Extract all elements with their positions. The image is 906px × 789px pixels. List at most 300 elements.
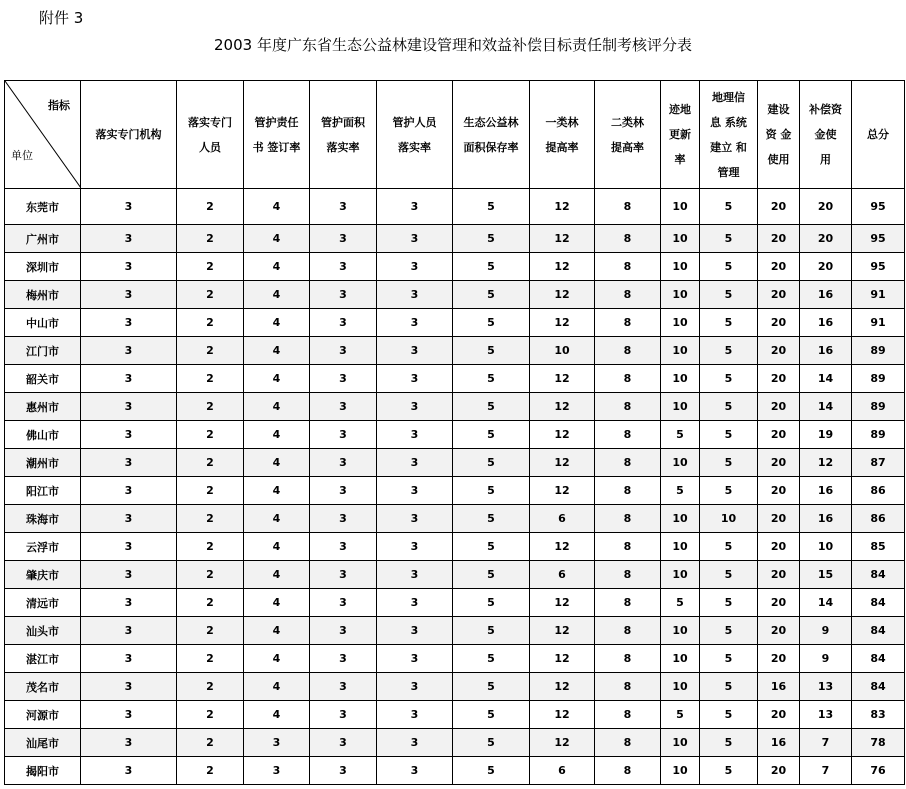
score-cell: 8: [595, 449, 661, 477]
score-cell: 5: [453, 673, 530, 701]
score-cell: 20: [758, 533, 800, 561]
score-cell: 3: [377, 189, 453, 225]
table-row: [5, 253, 905, 281]
score-cell: 3: [310, 365, 377, 393]
score-cell: 5: [700, 701, 758, 729]
score-cell: 5: [700, 253, 758, 281]
score-cell: 3: [81, 337, 177, 365]
score-table: [4, 80, 905, 785]
table-row: [5, 365, 905, 393]
score-cell: 3: [310, 561, 377, 589]
corner-header: [5, 81, 81, 189]
score-cell: 6: [530, 561, 595, 589]
unit-name-cell: 清远市: [5, 589, 81, 617]
score-cell: 20: [758, 505, 800, 533]
score-cell: 5: [700, 561, 758, 589]
score-cell: 4: [244, 281, 310, 309]
score-cell: 20: [758, 189, 800, 225]
column-header-line: 管护人员: [392, 115, 437, 129]
score-cell: 3: [81, 393, 177, 421]
score-cell: 20: [758, 701, 800, 729]
score-cell: 14: [800, 365, 852, 393]
score-cell: 3: [81, 589, 177, 617]
score-cell: 5: [661, 421, 700, 449]
score-cell: 12: [530, 309, 595, 337]
column-header: [310, 81, 377, 189]
score-cell: 12: [530, 189, 595, 225]
column-header-line: 管护面积: [321, 115, 365, 129]
score-cell: 20: [758, 617, 800, 645]
score-cell: 12: [530, 673, 595, 701]
score-cell: 10: [661, 393, 700, 421]
score-cell: 4: [244, 533, 310, 561]
score-cell: 8: [595, 393, 661, 421]
score-cell: 7: [800, 729, 852, 757]
score-cell: 12: [530, 393, 595, 421]
score-cell: 3: [310, 589, 377, 617]
score-cell: 2: [177, 421, 244, 449]
column-header-line: 管理: [717, 165, 740, 179]
score-cell: 12: [530, 533, 595, 561]
column-header-line: 迹地: [669, 103, 691, 116]
score-cell: 3: [310, 393, 377, 421]
score-cell: 5: [453, 393, 530, 421]
score-cell: 3: [81, 533, 177, 561]
score-cell: 20: [758, 393, 800, 421]
column-header-line: 建设: [767, 103, 790, 116]
table-row: [5, 337, 905, 365]
table-row: [5, 645, 905, 673]
score-cell: 5: [453, 533, 530, 561]
score-cell: 12: [530, 281, 595, 309]
total-score-cell: 89: [852, 337, 905, 365]
column-header: [377, 81, 453, 189]
unit-name-cell: 珠海市: [5, 505, 81, 533]
unit-name-cell: 湛江市: [5, 645, 81, 673]
score-cell: 3: [244, 729, 310, 757]
unit-name-cell: 佛山市: [5, 421, 81, 449]
total-score-cell: 95: [852, 253, 905, 281]
score-cell: 5: [453, 477, 530, 505]
score-cell: 3: [377, 757, 453, 785]
column-header-line: 书 签订率: [252, 140, 301, 154]
score-cell: 3: [310, 421, 377, 449]
score-cell: 3: [377, 449, 453, 477]
score-cell: 12: [530, 225, 595, 253]
score-cell: 14: [800, 393, 852, 421]
score-cell: 8: [595, 561, 661, 589]
score-cell: 3: [81, 189, 177, 225]
score-cell: 12: [530, 701, 595, 729]
score-cell: 5: [453, 701, 530, 729]
score-cell: 20: [758, 421, 800, 449]
unit-name-cell: 深圳市: [5, 253, 81, 281]
score-cell: 2: [177, 365, 244, 393]
unit-name-cell: 河源市: [5, 701, 81, 729]
score-cell: 5: [700, 189, 758, 225]
score-cell: 5: [700, 673, 758, 701]
score-cell: 6: [530, 505, 595, 533]
column-header: [758, 81, 800, 189]
score-cell: 5: [453, 729, 530, 757]
score-cell: 10: [661, 309, 700, 337]
table-row: [5, 505, 905, 533]
unit-name-cell: 梅州市: [5, 281, 81, 309]
score-cell: 16: [758, 673, 800, 701]
score-cell: 20: [758, 449, 800, 477]
score-cell: 2: [177, 505, 244, 533]
score-cell: 3: [81, 253, 177, 281]
score-cell: 4: [244, 393, 310, 421]
score-cell: 19: [800, 421, 852, 449]
score-cell: 5: [453, 225, 530, 253]
score-cell: 8: [595, 365, 661, 393]
score-cell: 20: [758, 757, 800, 785]
table-row: [5, 589, 905, 617]
score-cell: 13: [800, 701, 852, 729]
total-score-cell: 86: [852, 505, 905, 533]
score-cell: 2: [177, 225, 244, 253]
column-header-line: 落实率: [398, 140, 431, 154]
score-cell: 12: [530, 645, 595, 673]
unit-name-cell: 肇庆市: [5, 561, 81, 589]
score-cell: 10: [661, 449, 700, 477]
page-title: 2003 年度广东省生态公益林建设管理和效益补偿目标责任制考核评分表: [214, 36, 692, 54]
unit-name-cell: 东莞市: [5, 189, 81, 225]
column-header-line: 落实率: [326, 140, 360, 154]
score-cell: 8: [595, 337, 661, 365]
column-header: [800, 81, 852, 189]
score-cell: 3: [81, 505, 177, 533]
score-cell: 5: [700, 337, 758, 365]
corner-label-indicator: 指标: [48, 99, 70, 112]
table-row: [5, 309, 905, 337]
score-cell: 4: [244, 225, 310, 253]
score-cell: 2: [177, 757, 244, 785]
score-cell: 8: [595, 645, 661, 673]
total-score-cell: 84: [852, 589, 905, 617]
score-cell: 8: [595, 189, 661, 225]
column-header-line: 用: [820, 153, 831, 166]
score-cell: 3: [377, 337, 453, 365]
score-cell: 5: [453, 505, 530, 533]
score-cell: 5: [453, 449, 530, 477]
column-header-line: 地理信: [712, 90, 745, 104]
score-cell: 3: [81, 225, 177, 253]
score-cell: 20: [758, 645, 800, 673]
score-cell: 12: [530, 617, 595, 645]
score-cell: 3: [310, 337, 377, 365]
score-cell: 10: [661, 533, 700, 561]
total-score-cell: 84: [852, 617, 905, 645]
total-score-cell: 95: [852, 225, 905, 253]
score-cell: 3: [377, 673, 453, 701]
unit-name-cell: 茂名市: [5, 673, 81, 701]
score-cell: 3: [81, 309, 177, 337]
column-header: [453, 81, 530, 189]
table-row: [5, 617, 905, 645]
score-cell: 9: [800, 617, 852, 645]
total-score-cell: 84: [852, 561, 905, 589]
column-header-line: 管护责任: [254, 115, 299, 129]
score-cell: 2: [177, 561, 244, 589]
score-cell: 13: [800, 673, 852, 701]
score-cell: 4: [244, 561, 310, 589]
score-cell: 8: [595, 309, 661, 337]
score-cell: 5: [661, 589, 700, 617]
score-cell: 20: [800, 225, 852, 253]
total-score-cell: 78: [852, 729, 905, 757]
unit-name-cell: 云浮市: [5, 533, 81, 561]
score-cell: 20: [758, 365, 800, 393]
score-cell: 20: [758, 253, 800, 281]
score-cell: 10: [700, 505, 758, 533]
score-cell: 3: [81, 701, 177, 729]
score-cell: 5: [700, 589, 758, 617]
table-row: [5, 225, 905, 253]
score-cell: 5: [700, 365, 758, 393]
total-score-cell: 76: [852, 757, 905, 785]
score-cell: 2: [177, 729, 244, 757]
score-cell: 5: [700, 281, 758, 309]
score-cell: 2: [177, 645, 244, 673]
column-header-line: 面积保存率: [463, 140, 519, 154]
score-cell: 8: [595, 617, 661, 645]
score-cell: 20: [758, 309, 800, 337]
score-cell: 5: [453, 561, 530, 589]
score-cell: 5: [453, 309, 530, 337]
score-cell: 2: [177, 393, 244, 421]
score-cell: 3: [310, 477, 377, 505]
column-header-line: 人员: [199, 140, 221, 154]
score-cell: 10: [661, 729, 700, 757]
score-cell: 10: [800, 533, 852, 561]
score-cell: 3: [377, 365, 453, 393]
score-cell: 2: [177, 701, 244, 729]
column-header-line: 补偿资: [809, 103, 842, 116]
table-row: [5, 281, 905, 309]
score-cell: 7: [800, 757, 852, 785]
column-header-line: 落实专门: [188, 115, 232, 129]
column-header-line: 提高率: [611, 140, 644, 154]
score-cell: 3: [377, 421, 453, 449]
unit-name-cell: 韶关市: [5, 365, 81, 393]
column-header: [700, 81, 758, 189]
score-cell: 3: [377, 477, 453, 505]
table-row: [5, 189, 905, 225]
column-header: [177, 81, 244, 189]
score-cell: 4: [244, 673, 310, 701]
score-cell: 2: [177, 533, 244, 561]
score-cell: 10: [661, 617, 700, 645]
unit-name-cell: 潮州市: [5, 449, 81, 477]
score-cell: 5: [453, 189, 530, 225]
column-header: [852, 81, 905, 189]
score-cell: 8: [595, 589, 661, 617]
score-cell: 2: [177, 189, 244, 225]
total-score-cell: 91: [852, 309, 905, 337]
score-cell: 5: [453, 337, 530, 365]
column-header-line: 落实专门机构: [95, 128, 162, 141]
total-score-cell: 95: [852, 189, 905, 225]
score-cell: 10: [661, 673, 700, 701]
score-cell: 5: [700, 477, 758, 505]
score-cell: 6: [530, 757, 595, 785]
score-cell: 5: [700, 757, 758, 785]
score-cell: 3: [81, 673, 177, 701]
unit-name-cell: 阳江市: [5, 477, 81, 505]
score-cell: 20: [758, 281, 800, 309]
score-cell: 5: [453, 421, 530, 449]
total-score-cell: 86: [852, 477, 905, 505]
score-cell: 10: [530, 337, 595, 365]
total-score-cell: 89: [852, 421, 905, 449]
score-cell: 2: [177, 449, 244, 477]
table-row: [5, 449, 905, 477]
table-row: [5, 533, 905, 561]
unit-name-cell: 广州市: [5, 225, 81, 253]
score-cell: 3: [377, 393, 453, 421]
score-cell: 3: [377, 701, 453, 729]
score-cell: 3: [377, 533, 453, 561]
column-header-line: 建立 和: [710, 140, 747, 154]
column-header-line: 更新: [669, 128, 691, 141]
score-cell: 20: [758, 337, 800, 365]
column-header-line: 提高率: [545, 140, 579, 154]
score-cell: 16: [800, 477, 852, 505]
column-header-line: 一类林: [545, 115, 579, 129]
score-cell: 20: [800, 189, 852, 225]
score-cell: 2: [177, 589, 244, 617]
corner-label-unit: 单位: [11, 149, 33, 162]
score-cell: 12: [530, 365, 595, 393]
score-cell: 3: [81, 421, 177, 449]
score-cell: 3: [81, 281, 177, 309]
score-cell: 20: [758, 225, 800, 253]
column-header-line: 总分: [867, 128, 889, 141]
score-cell: 2: [177, 281, 244, 309]
score-cell: 3: [310, 617, 377, 645]
table-row: [5, 561, 905, 589]
score-cell: 9: [800, 645, 852, 673]
score-cell: 3: [377, 253, 453, 281]
column-header-line: 二类林: [611, 115, 644, 129]
score-cell: 4: [244, 645, 310, 673]
score-cell: 3: [310, 757, 377, 785]
score-cell: 20: [800, 253, 852, 281]
score-cell: 5: [700, 645, 758, 673]
score-cell: 4: [244, 309, 310, 337]
score-cell: 3: [81, 561, 177, 589]
score-cell: 3: [310, 701, 377, 729]
column-header-line: 率: [674, 153, 686, 166]
score-cell: 3: [81, 365, 177, 393]
score-cell: 4: [244, 505, 310, 533]
column-header-line: 金使: [814, 128, 837, 141]
score-cell: 3: [310, 505, 377, 533]
score-cell: 5: [453, 617, 530, 645]
score-cell: 4: [244, 449, 310, 477]
score-cell: 16: [758, 729, 800, 757]
score-cell: 8: [595, 477, 661, 505]
score-cell: 10: [661, 281, 700, 309]
score-cell: 5: [700, 309, 758, 337]
score-cell: 3: [377, 561, 453, 589]
score-cell: 3: [310, 449, 377, 477]
score-cell: 10: [661, 365, 700, 393]
score-cell: 8: [595, 729, 661, 757]
score-cell: 3: [310, 729, 377, 757]
score-cell: 4: [244, 701, 310, 729]
score-cell: 3: [377, 281, 453, 309]
score-cell: 2: [177, 673, 244, 701]
score-cell: 10: [661, 757, 700, 785]
score-cell: 2: [177, 309, 244, 337]
score-cell: 8: [595, 533, 661, 561]
score-cell: 5: [700, 421, 758, 449]
score-cell: 3: [377, 225, 453, 253]
score-cell: 8: [595, 701, 661, 729]
total-score-cell: 84: [852, 645, 905, 673]
score-cell: 2: [177, 477, 244, 505]
score-cell: 8: [595, 505, 661, 533]
score-cell: 3: [310, 673, 377, 701]
score-cell: 5: [700, 393, 758, 421]
score-cell: 15: [800, 561, 852, 589]
total-score-cell: 83: [852, 701, 905, 729]
table-row: [5, 477, 905, 505]
table-row: [5, 701, 905, 729]
score-cell: 12: [530, 449, 595, 477]
score-cell: 5: [453, 281, 530, 309]
score-cell: 8: [595, 673, 661, 701]
score-cell: 4: [244, 617, 310, 645]
score-cell: 3: [310, 533, 377, 561]
score-cell: 8: [595, 225, 661, 253]
score-cell: 5: [453, 645, 530, 673]
score-cell: 2: [177, 617, 244, 645]
score-cell: 4: [244, 253, 310, 281]
table-row: [5, 757, 905, 785]
total-score-cell: 89: [852, 393, 905, 421]
score-cell: 5: [453, 253, 530, 281]
unit-name-cell: 惠州市: [5, 393, 81, 421]
score-cell: 10: [661, 561, 700, 589]
score-cell: 5: [700, 225, 758, 253]
column-header: [81, 81, 177, 189]
score-cell: 14: [800, 589, 852, 617]
column-header: [244, 81, 310, 189]
column-header-line: 息 系统: [710, 115, 747, 129]
score-cell: 8: [595, 281, 661, 309]
score-cell: 4: [244, 189, 310, 225]
score-cell: 12: [530, 477, 595, 505]
score-cell: 3: [81, 729, 177, 757]
score-cell: 4: [244, 421, 310, 449]
score-cell: 3: [81, 477, 177, 505]
score-cell: 20: [758, 561, 800, 589]
score-cell: 8: [595, 253, 661, 281]
column-header: [595, 81, 661, 189]
score-cell: 3: [81, 757, 177, 785]
score-cell: 5: [453, 589, 530, 617]
score-cell: 10: [661, 253, 700, 281]
attachment-label: 附件 3: [39, 9, 84, 27]
score-cell: 10: [661, 337, 700, 365]
total-score-cell: 87: [852, 449, 905, 477]
unit-name-cell: 中山市: [5, 309, 81, 337]
score-cell: 20: [758, 477, 800, 505]
